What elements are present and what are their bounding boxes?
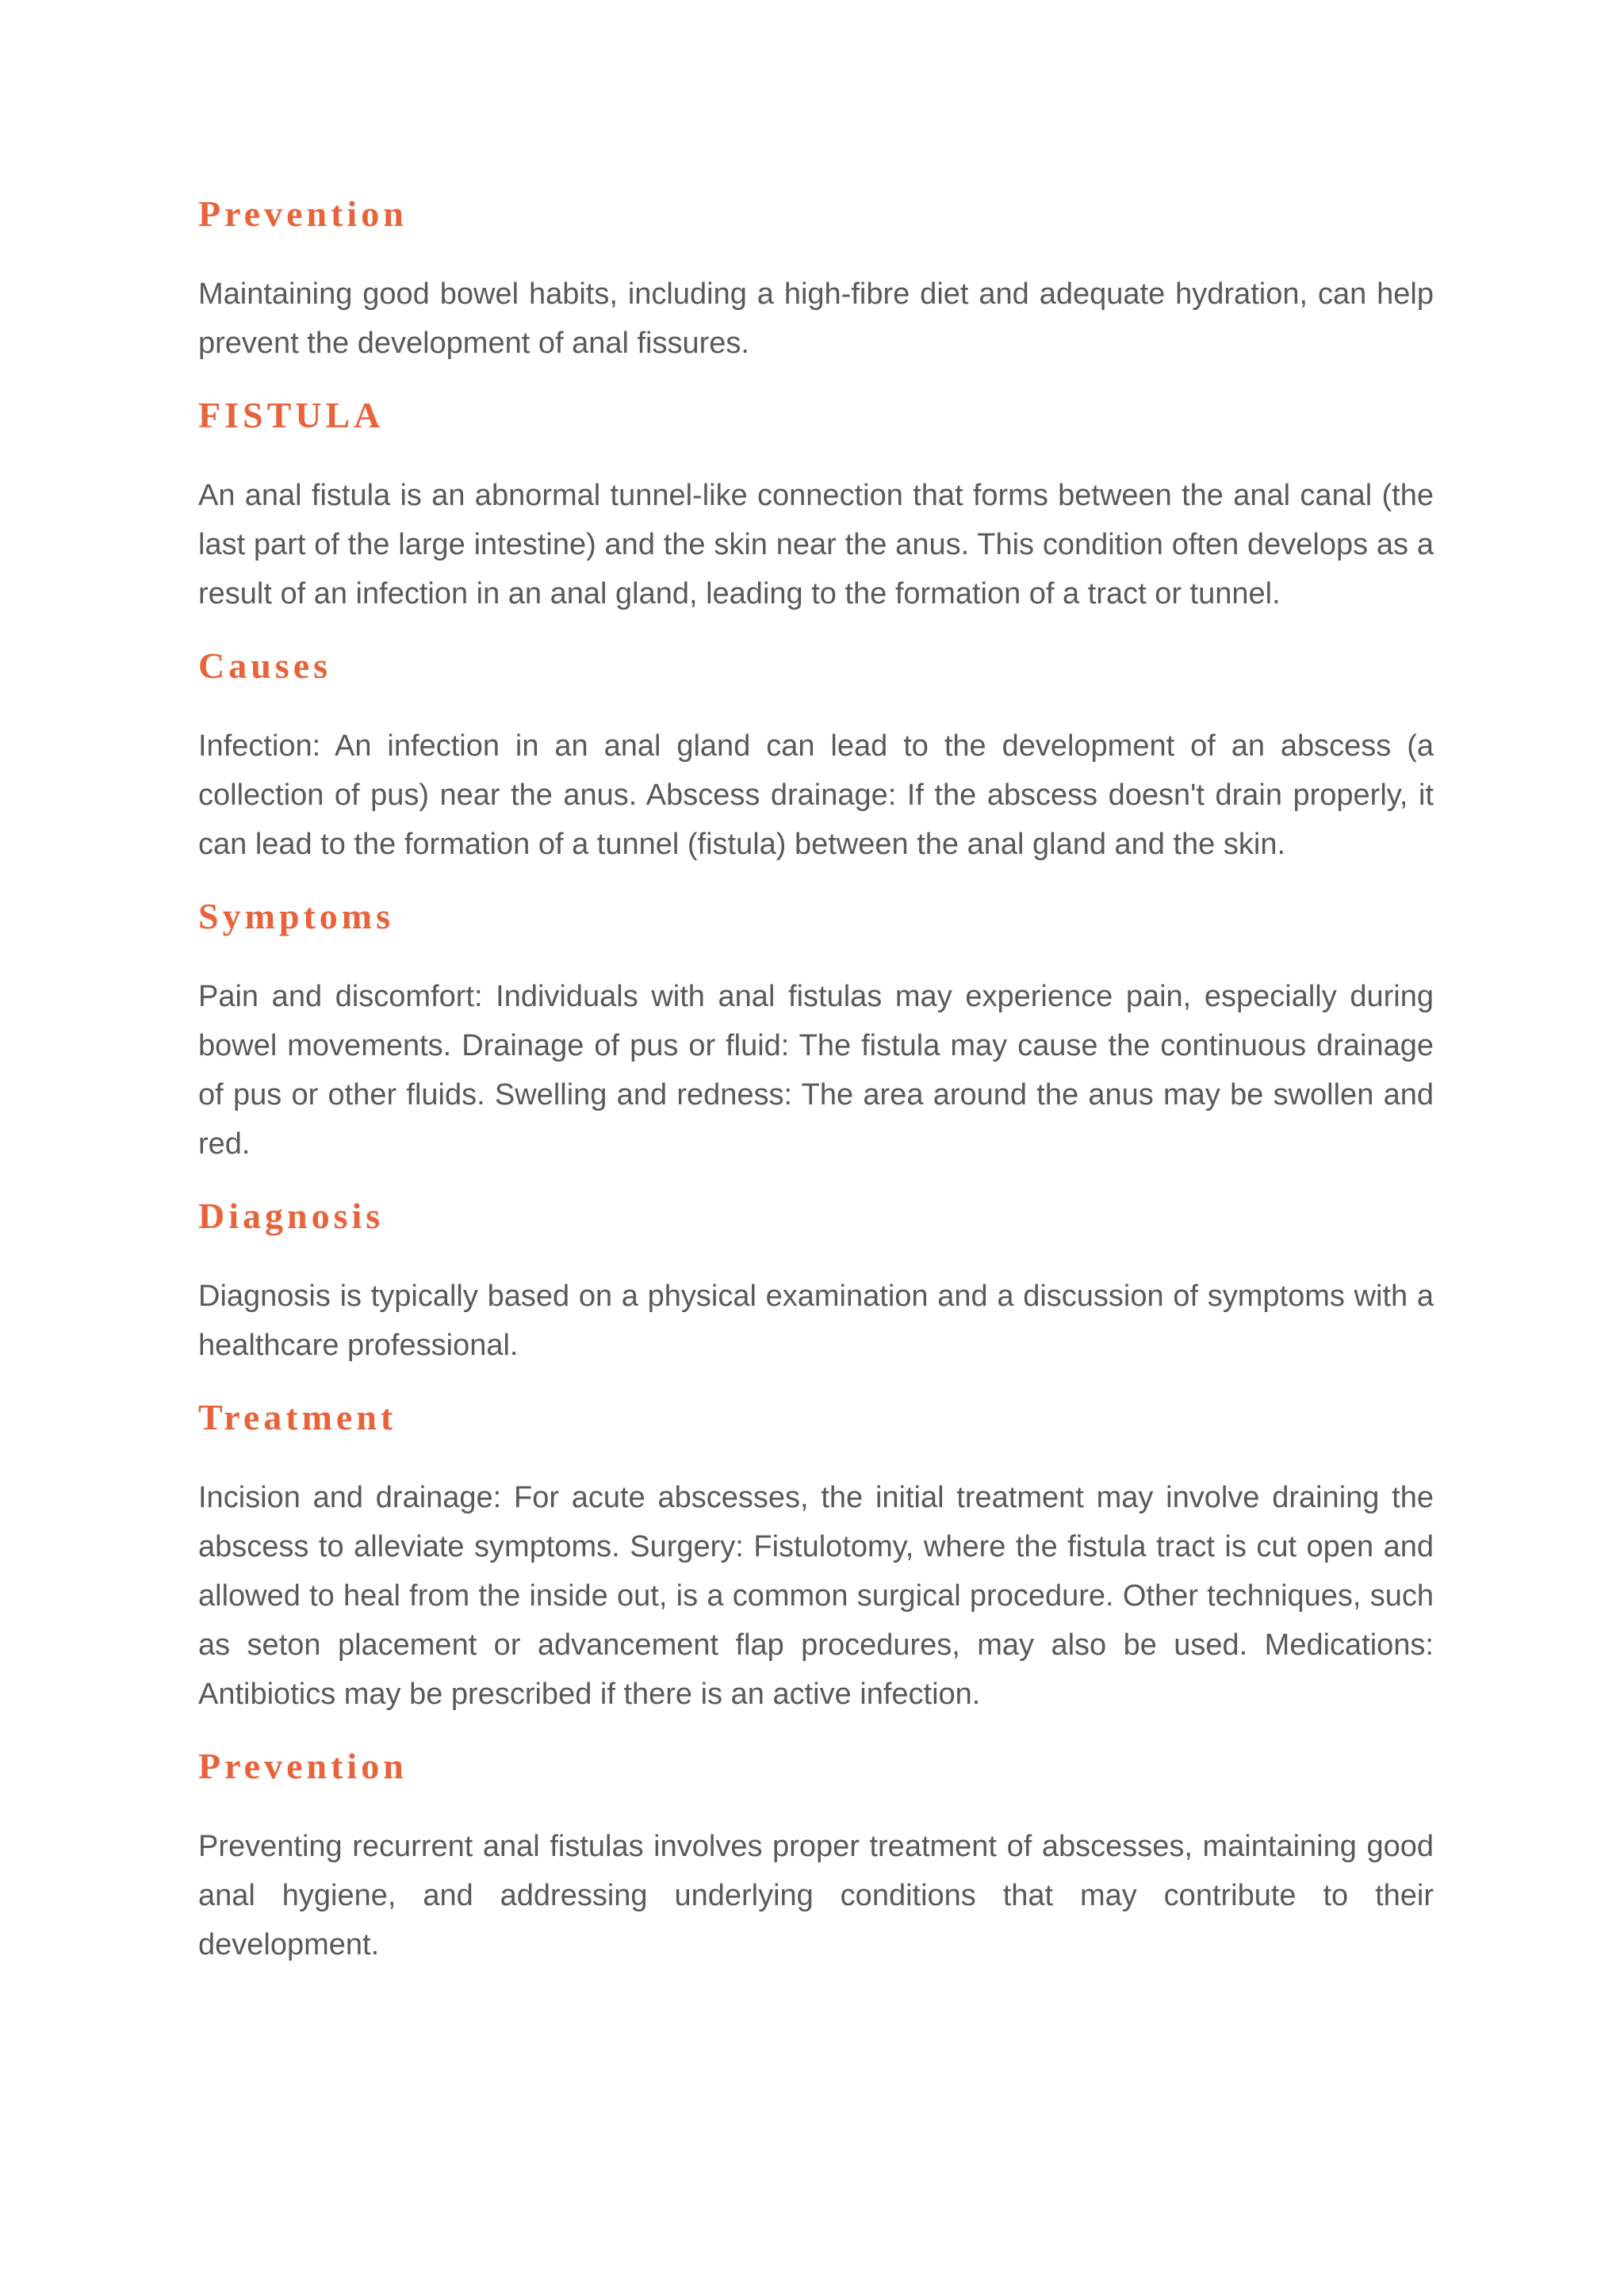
section-heading: Diagnosis <box>198 1196 385 1236</box>
section-fistula <box>198 392 1434 618</box>
section-causes <box>198 642 1434 869</box>
section-heading: FISTULA <box>198 395 385 435</box>
section-heading: Prevention <box>198 193 408 234</box>
section-prevention-fistula <box>198 1743 1434 1969</box>
section-paragraph: Incision and drainage: For acute abscesses, the initial treatment may involve draining the abscess to alleviate symptoms. Surgery: Fistulotomy, where the fistula tract is cut open and allowed to heal from the inside out, is a common surgical procedure. Other techniques, such as seton placement or advancement flap procedures, may also be used. Medications: Antibiotics may be prescribed if there is an active infection. <box>198 1481 1434 1711</box>
section-paragraph: Preventing recurrent anal fistulas involves proper treatment of abscesses, maintaining good anal hygiene, and addressing underlying conditions that may contribute to their development. <box>198 1830 1434 1961</box>
section-paragraph: An anal fistula is an abnormal tunnel-like connection that forms between the anal canal (the last part of the large intestine) and the skin near the anus. This condition often develops as a result of an infection in an anal gland, leading to the formation of a tract or tunnel. <box>198 479 1434 610</box>
section-paragraph: Pain and discomfort: Individuals with anal fistulas may experience pain, especially during bowel movements. Drainage of pus or fluid: The fistula may cause the continuous drainage of pus or other fluids. Swelling and redness: The area around the anus may be swollen and red. <box>198 980 1434 1161</box>
document-content <box>198 190 1434 1993</box>
section-paragraph: Diagnosis is typically based on a physical examination and a discussion of symptoms with a healthcare professional. <box>198 1280 1434 1362</box>
section-paragraph: Maintaining good bowel habits, including a high-fibre diet and adequate hydration, can help prevent the development of anal fissures. <box>198 277 1434 360</box>
section-treatment <box>198 1394 1434 1719</box>
section-paragraph: Infection: An infection in an anal gland can lead to the development of an abscess (a collection of pus) near the anus. Abscess drainage: If the abscess doesn't drain properly, it can lead to the formation of a tunnel (fistula) between the anal gland and the skin. <box>198 729 1434 861</box>
section-heading: Symptoms <box>198 896 395 936</box>
section-diagnosis <box>198 1192 1434 1370</box>
section-heading: Treatment <box>198 1397 397 1437</box>
section-heading: Causes <box>198 645 332 686</box>
section-symptoms <box>198 893 1434 1169</box>
section-prevention-fissure <box>198 190 1434 368</box>
section-heading: Prevention <box>198 1746 408 1786</box>
